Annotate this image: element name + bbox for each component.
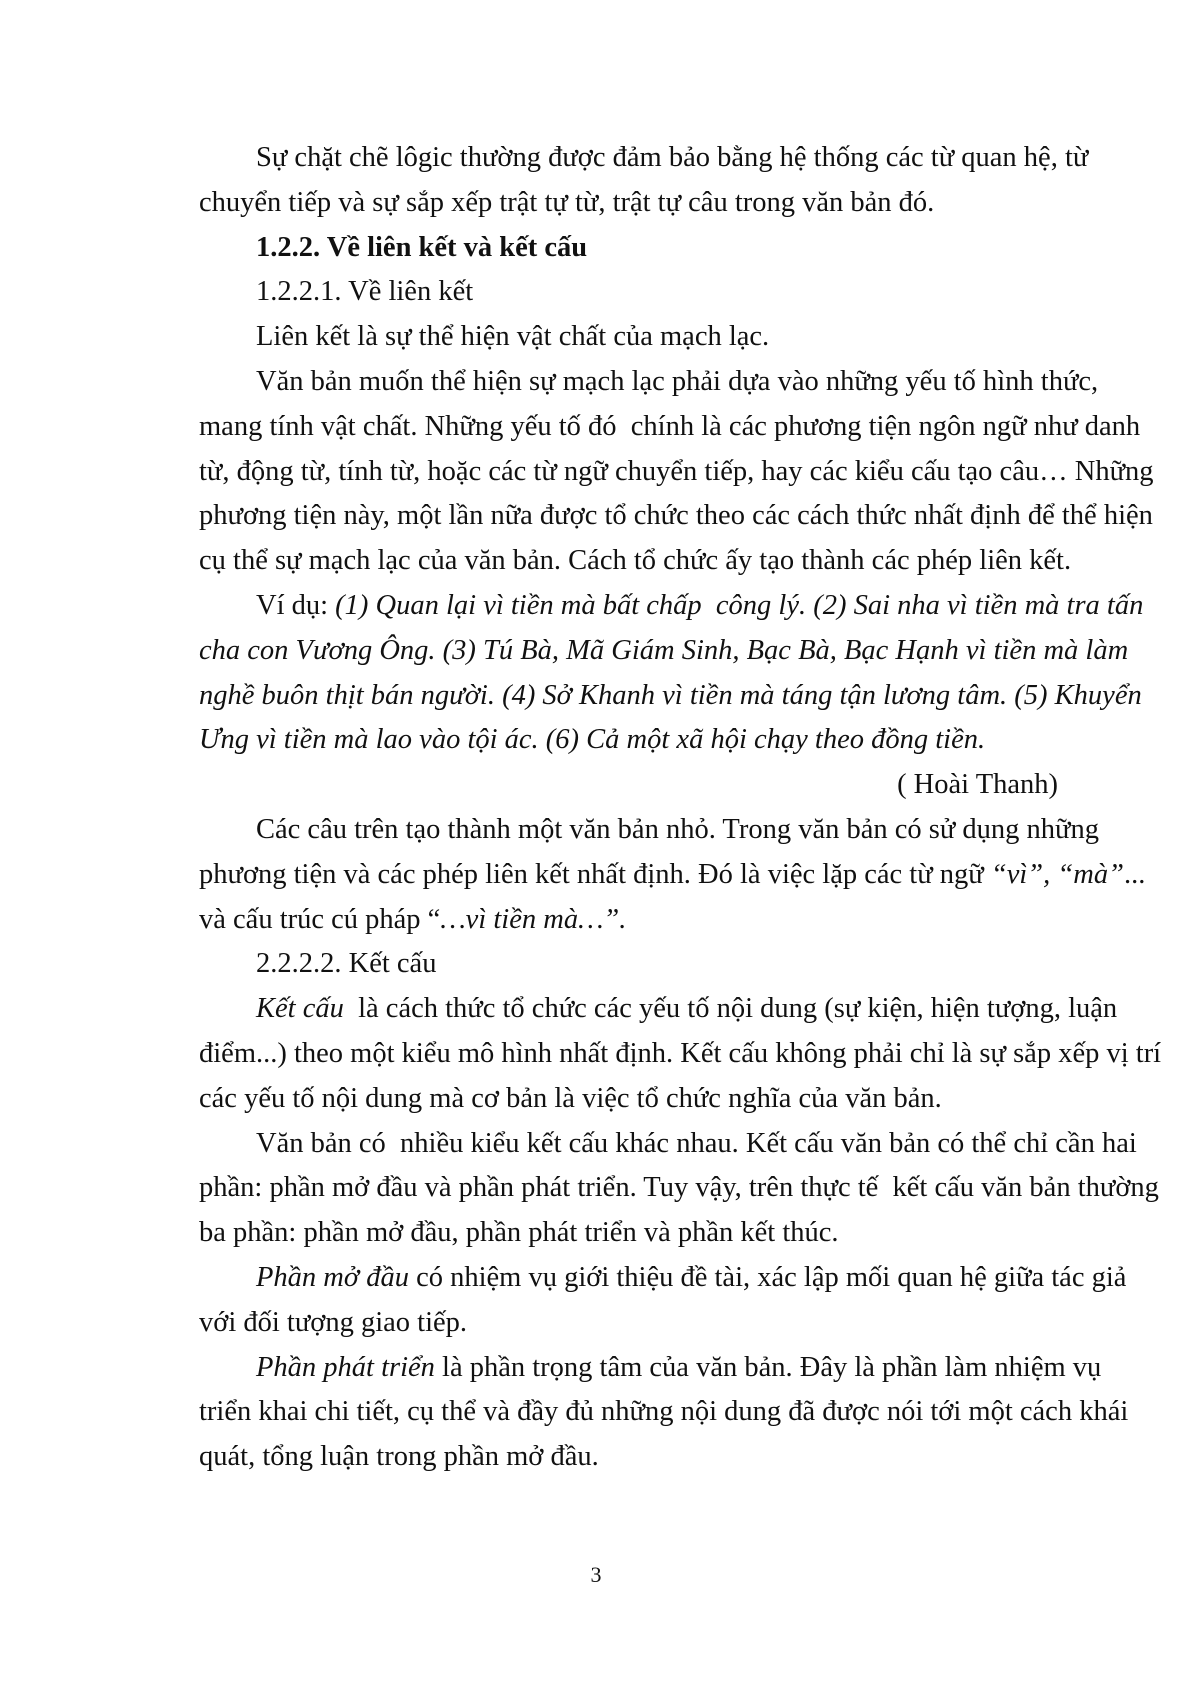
text: phương tiện và các phép liên kết nhất định. Đó là việc lặp các từ ngữ — [199, 858, 991, 890]
text-line — [199, 1390, 1129, 1435]
text: có nhiệm vụ giới thiệu đề tài, xác lập mối quan hệ giữa tác giả — [408, 1261, 1127, 1293]
document-body — [199, 136, 1162, 1480]
paragraph-subheading — [199, 270, 1076, 315]
text-line — [199, 808, 1100, 853]
text-line — [199, 270, 1076, 315]
text-line — [199, 181, 1076, 226]
text: là cách thức tổ chức các yếu tố nội dung (sự kiện, hiện tượng, luận — [343, 993, 1118, 1025]
text: ( Hoài Thanh) — [897, 769, 1058, 801]
paragraph-body — [199, 1346, 1129, 1480]
paragraph-body — [199, 1122, 1159, 1256]
paragraph-body — [199, 315, 1076, 360]
text: quát, tổng luận trong phần mở đầu. — [199, 1441, 599, 1473]
text-line — [199, 494, 1153, 539]
text: ... — [1123, 858, 1146, 890]
text: điểm...) theo một kiểu mô hình nhất định. Kết cấu không phải chỉ là sự sắp xếp vị trí — [199, 1037, 1162, 1069]
paragraph-body — [199, 360, 1154, 584]
text-line — [199, 1256, 1127, 1301]
text: Sự chặt chẽ lôgic thường được đảm bảo bằng hệ thống các từ quan hệ, từ — [256, 142, 1089, 173]
text: Liên kết là sự thể hiện vật chất của mạch lạc. — [256, 321, 770, 353]
text-line — [199, 1166, 1159, 1211]
text: chuyển tiếp và sự sắp xếp trật tự từ, trật tự câu trong văn bản đó. — [199, 186, 935, 218]
text-line — [199, 539, 1076, 584]
text-line — [199, 898, 1076, 943]
text: 1.2.2. Về liên kết và kết cấu — [256, 231, 588, 263]
text-line — [199, 942, 1076, 987]
text: 2.2.2.2. Kết cấu — [256, 948, 437, 980]
text-line — [199, 763, 1076, 808]
paragraph-body — [199, 1256, 1127, 1346]
text-line — [199, 1211, 1076, 1256]
text: với đối tượng giao tiếp. — [199, 1306, 468, 1338]
text-line — [199, 1032, 1162, 1077]
text: phần: phần mở đầu và phần phát triển. Tuy vậy, trên thực tế kết cấu văn bản thường — [199, 1172, 1159, 1204]
text-line — [199, 226, 1076, 271]
text: cụ thể sự mạch lạc của văn bản. Cách tổ chức ấy tạo thành các phép liên kết. — [199, 545, 1072, 577]
text-line — [199, 629, 1129, 674]
italic-text: (1) Quan lại vì tiền mà bất chấp công lý. (2) Sai nha vì tiền mà tra tấn — [335, 589, 1144, 621]
text-line — [199, 1077, 1076, 1122]
italic-text: Ưng vì tiền mà lao vào tội ác. (6) Cả một xã hội chạy theo đồng tiền. — [199, 724, 986, 756]
text: từ, động từ, tính từ, hoặc các từ ngữ chuyển tiếp, hay các kiểu cấu tạo câu… Những — [199, 455, 1154, 487]
italic-text: cha con Vương Ông. (3) Tú Bà, Mã Giám Sinh, Bạc Bà, Bạc Hạnh vì tiền mà làm — [199, 634, 1129, 666]
paragraph-attribution — [199, 763, 1076, 808]
text-line — [199, 1301, 1076, 1346]
italic-text: Phần mở đầu — [256, 1261, 409, 1293]
text-line — [199, 987, 1118, 1032]
text: ba phần: phần mở đầu, phần phát triển và phần kết thúc. — [199, 1217, 839, 1249]
text: Các câu trên tạo thành một văn bản nhỏ. Trong văn bản có sử dụng những — [256, 813, 1100, 845]
italic-text: Phần phát triển — [256, 1351, 435, 1383]
paragraph-body — [199, 987, 1162, 1121]
paragraph-body — [199, 808, 1146, 942]
italic-text: “vì”, “mà” — [990, 858, 1124, 890]
page-number: 3 — [590, 1562, 602, 1587]
text: 1.2.2.1. Về liên kết — [256, 276, 474, 308]
text: Văn bản muốn thể hiện sự mạch lạc phải dựa vào những yếu tố hình thức, — [256, 365, 1099, 397]
text: các yếu tố nội dung mà cơ bản là việc tổ chức nghĩa của văn bản. — [199, 1082, 942, 1114]
text: và cấu trúc cú pháp “ — [199, 903, 441, 935]
text-line — [199, 1435, 1076, 1480]
text: triển khai chi tiết, cụ thể và đầy đủ những nội dung đã được nói tới một cách khái — [199, 1396, 1129, 1428]
paragraph-example — [199, 584, 1144, 763]
paragraph-heading — [199, 226, 1076, 271]
paragraph-subheading — [199, 942, 1076, 987]
italic-text: …vì tiền mà…”. — [440, 903, 627, 935]
text: là phần trọng tâm của văn bản. Đây là phần làm nhiệm vụ — [434, 1351, 1102, 1383]
text-line — [199, 360, 1099, 405]
text: Ví dụ: — [256, 589, 336, 621]
italic-text: Kết cấu — [256, 993, 344, 1025]
text-line — [199, 315, 1076, 360]
text-line — [199, 674, 1142, 719]
text: mang tính vật chất. Những yếu tố đó chính là các phương tiện ngôn ngữ như danh — [199, 410, 1141, 442]
italic-text: nghề buôn thịt bán người. (4) Sở Khanh vì tiền mà táng tận lương tâm. (5) Khuyển — [199, 679, 1142, 711]
text-line — [199, 1346, 1102, 1391]
text-line — [199, 1122, 1137, 1167]
text-line — [199, 450, 1154, 495]
text-line — [199, 584, 1144, 629]
text-line — [199, 136, 1089, 181]
text: Văn bản có nhiều kiểu kết cấu khác nhau. Kết cấu văn bản có thể chỉ cần hai — [256, 1127, 1137, 1159]
text: phương tiện này, một lần nữa được tổ chức theo các cách thức nhất định để thể hiện — [199, 500, 1153, 532]
text-line — [199, 405, 1141, 450]
text-line — [199, 718, 1076, 763]
paragraph-body — [199, 136, 1089, 226]
text-line — [199, 853, 1146, 898]
